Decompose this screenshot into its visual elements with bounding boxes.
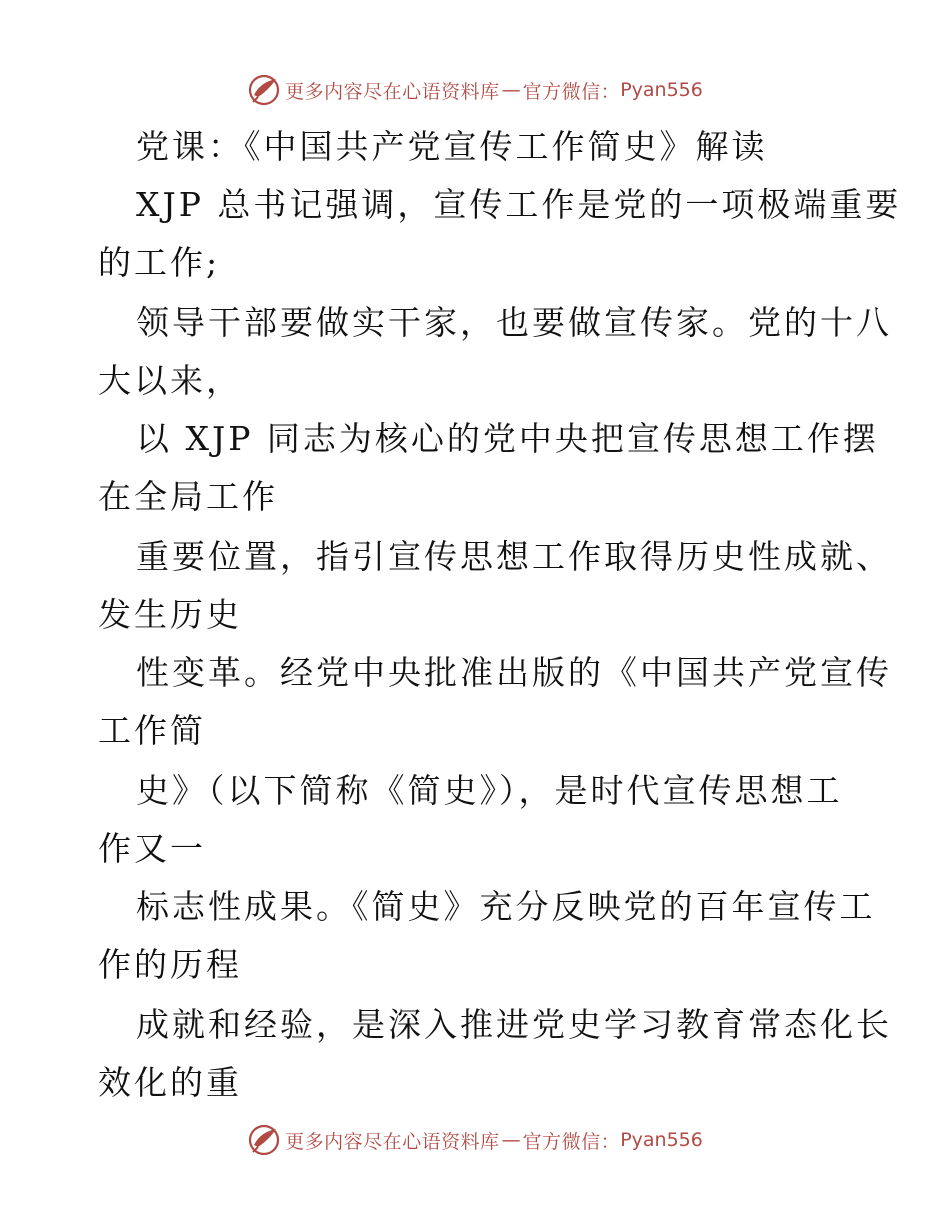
pen-nib-logo-icon (247, 1123, 281, 1157)
banner-wechat-id: Pyan556 (620, 79, 703, 101)
banner-wechat-id: Pyan556 (620, 1129, 703, 1151)
body-line: 作的历程 (98, 945, 242, 984)
banner-text: 更多内容尽在心语资料库 (285, 1130, 500, 1153)
body-line: 标志性成果。《简史》充分反映党的百年宣传工 (136, 887, 876, 926)
banner-wechat-label: 官方微信： (522, 1130, 621, 1153)
footer-banner (0, 1120, 950, 1160)
banner-text: 更多内容尽在心语资料库 (285, 80, 500, 103)
body-line: 发生历史 (98, 595, 242, 634)
header-banner (0, 70, 950, 110)
banner-dash: — (501, 79, 521, 101)
banner-dash: — (501, 1129, 521, 1151)
body-line: 领导干部要做实干家，也要做宣传家。党的十八 (136, 303, 892, 342)
body-line: 成就和经验，是深入推进党史学习教育常态化长 (136, 1005, 892, 1044)
body-line: 效化的重 (98, 1063, 242, 1102)
pen-nib-logo-icon (247, 73, 281, 107)
body-line: 作又一 (98, 829, 206, 868)
body-line: 性变革。经党中央批准出版的《中国共产党宣传 (136, 653, 892, 692)
body-line: 的工作; (98, 243, 221, 282)
body-line: 工作简 (98, 711, 206, 750)
banner-wechat-label: 官方微信： (522, 80, 621, 103)
body-line: 大以来， (98, 361, 242, 400)
body-line: 史》（以下简称《简史》），是时代宣传思想工 (136, 771, 843, 810)
body-line: XJP 总书记强调，宣传工作是党的一项极端重要 (136, 185, 902, 224)
body-line: 重要位置，指引宣传思想工作取得历史性成就、 (136, 537, 892, 576)
article-title: 党课：《中国共产党宣传工作简史》解读 (136, 127, 768, 166)
body-line: 以 XJP 同志为核心的党中央把宣传思想工作摆 (136, 419, 879, 458)
body-line: 在全局工作 (98, 477, 278, 516)
